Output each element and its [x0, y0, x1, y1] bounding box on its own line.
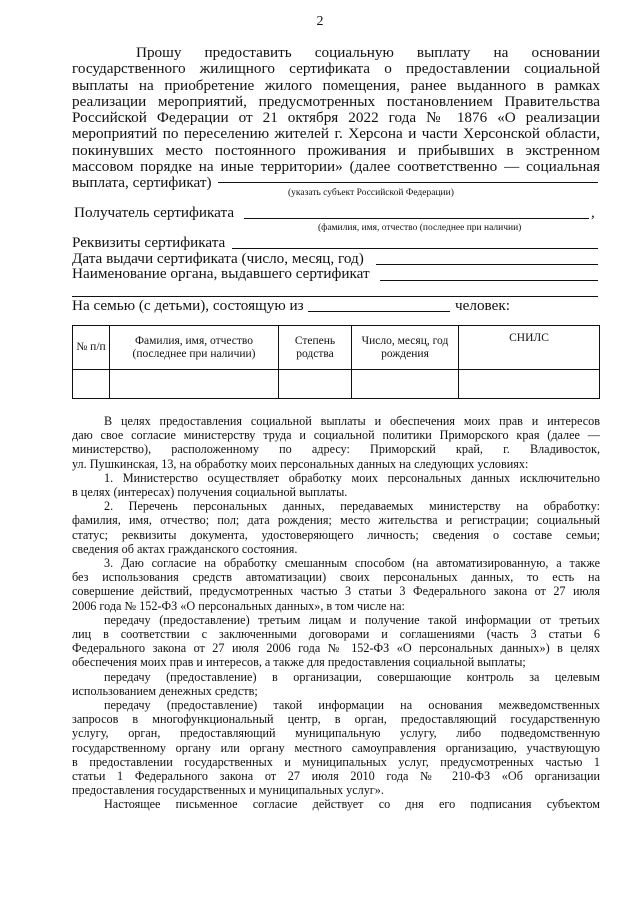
consent-line: статус; реквизиты документа, удостоверяющего личность; сведения о составе семьи;: [72, 527, 600, 542]
fio-hint: (фамилия, имя, отчество (последнее при наличии): [318, 223, 522, 233]
consent-line: передачу (предоставление) третьим лицам и получение такой информации от третьих: [104, 612, 600, 627]
issuer-label: Наименование органа, выдавшего сертификат: [72, 265, 370, 282]
table-cell: [73, 370, 110, 399]
requisites-label: Реквизиты сертификата: [72, 234, 226, 251]
header-num: № п/п: [73, 326, 110, 370]
request-paragraph: [72, 45, 600, 192]
table-cell: [110, 370, 279, 399]
consent-line: запросов в многофункциональный центр, в орган, предоставляющий государственную: [72, 712, 600, 727]
subject-underline: [218, 182, 598, 183]
header-relation: Степень родства: [279, 326, 352, 370]
consent-line: обеспечения моих прав и интересов, а также для предоставления социальной выплаты;: [72, 655, 526, 670]
header-birthdate: Число, месяц, год рождения: [352, 326, 459, 370]
consent-line: в целях (интересах) получения социальной выплаты.: [72, 485, 348, 500]
table-cell: [459, 370, 600, 399]
consent-line: Федерального закона от 27 июля 2006 года № 152-ФЗ «О персональных данных») в целях: [72, 641, 600, 656]
request-line: Прошу предоставить социальную выплату на основании: [136, 44, 600, 61]
family-count-underline: [308, 311, 450, 312]
request-line: реализации мероприятий, предусмотренных постановлением Правительства: [72, 92, 600, 110]
consent-line: 3. Даю согласие на обработку смешанным способом (на автоматизированную, а также: [104, 556, 600, 571]
consent-line: без использования средств автоматизации) своих персональных данных, то есть на: [72, 570, 600, 585]
consent-text: [72, 414, 600, 812]
request-line: выплата, сертификат): [72, 174, 212, 192]
table-header-row: [73, 326, 600, 370]
requisites-underline: [232, 248, 598, 249]
request-line: Российской Федерации от 21 октября 2022 года № 1876 «О реализации: [72, 109, 600, 127]
consent-line: совершение действий, предусмотренных частью 3 статьи 3 Федерального закона от 27 июля: [72, 584, 600, 599]
header-fio: Фамилия, имя, отчество (последнее при наличии): [110, 326, 279, 370]
page-number: 2: [316, 14, 324, 29]
consent-line: фамилия, имя, отчество; пол; дата рождения; место жительства и регистрации; социальный: [72, 513, 600, 528]
consent-line: передачу (предоставление) в организации, совершающие контроль за целевым: [104, 669, 600, 684]
header-snils: СНИЛС: [459, 326, 600, 370]
consent-line: Настоящее письменное согласие действует со дня его подписания субъектом: [104, 797, 600, 812]
consent-line: 2006 года № 152-ФЗ «О персональных данных», в том числе на:: [72, 598, 405, 613]
recipient-label: Получатель сертификата: [74, 204, 235, 221]
consent-line: 1. Министерство осуществляет обработку моих персональных данных исключительно: [104, 470, 600, 485]
issuer-underline: [380, 280, 598, 281]
issue-date-label: Дата выдачи сертификата (число, месяц, год): [72, 250, 364, 267]
family-members-table: [72, 325, 600, 399]
recipient-underline: [244, 218, 589, 219]
consent-line: статьи 1 Федерального закона от 27 июля 2010 года № 210-ФЗ «Об организации: [72, 769, 600, 784]
consent-line: передачу (предоставление) такой информации на основания межведомственных: [104, 698, 600, 713]
request-line: государственного жилищного сертификата о предоставлении социальной: [72, 60, 600, 78]
subject-hint: (указать субъект Российской Федерации): [288, 188, 454, 198]
request-line: покинувших место постоянного проживания и прибывших в экстренном: [72, 141, 600, 159]
family-label: На семью (с детьми), состоящую из: [72, 297, 304, 314]
consent-line: предоставления государственных и муниципальных услуг».: [72, 783, 384, 798]
consent-line: в предоставлении государственных и муниципальных услуг, предусмотренных частью 1: [72, 754, 600, 769]
consent-line: 2. Перечень персональных данных, передаваемых министерству на обработку:: [104, 499, 600, 514]
consent-line: услугу, орган, предоставляющий муниципальную услугу, либо подведомственную: [72, 726, 600, 741]
consent-line: сведения об актах гражданского состояния.: [72, 541, 298, 556]
request-line: массовом порядке на иные территории» (далее соответственно — социальная: [72, 158, 600, 176]
table-cell: [279, 370, 352, 399]
table-row: [73, 370, 600, 399]
consent-line: государственному органу или органу местного самоуправления организацию, участвующую: [72, 740, 600, 755]
consent-line: министерство), расположенному по адресу: Приморский край, г. Владивосток,: [72, 442, 600, 457]
family-tail: человек:: [455, 297, 510, 314]
consent-line: В целях предоставления социальной выплаты и обеспечения моих прав и интересов: [104, 414, 600, 428]
consent-line: лиц в соответствии с заключенными договорами и соглашениями (часть 3 статьи 6: [72, 627, 600, 642]
request-line: мероприятий по переселению жителей г. Херсона и части Херсонской области,: [72, 125, 600, 143]
table-cell: [352, 370, 459, 399]
consent-line: даю свое согласие министерству труда и социальной политики Приморского края (далее —: [72, 428, 600, 443]
recipient-comma: ,: [591, 204, 595, 221]
request-line: выплаты на приобретение жилого помещения, ранее выданного в рамках: [72, 76, 600, 94]
consent-line: ул. Пушкинская, 13, на обработку моих персональных данных на следующих условиях:: [72, 456, 529, 471]
issue-date-underline: [376, 264, 598, 265]
consent-line: использованием денежных средств;: [72, 683, 258, 698]
